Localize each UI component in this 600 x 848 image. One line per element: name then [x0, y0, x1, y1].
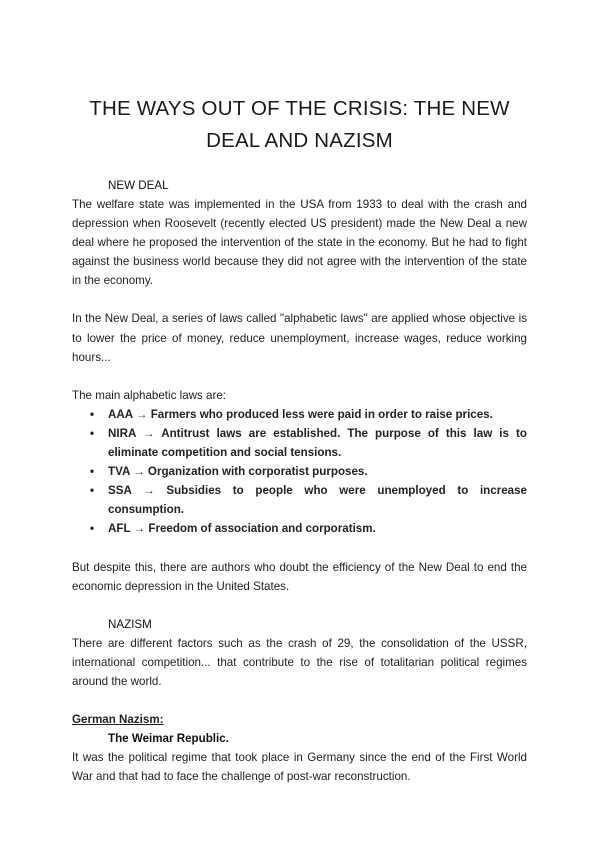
weimar-heading: The Weimar Republic.	[108, 731, 229, 745]
nazism-paragraph-1: There are different factors such as the crash of 29, the consolidation of the USSR, international competition... that contribute to the rise of totalitarian political regimes around the world.	[72, 636, 527, 688]
new-deal-heading: NEW DEAL	[108, 179, 169, 192]
laws-intro: The main alphabetic laws are:	[72, 388, 227, 402]
list-item: • TVA → Organization with corporatist purposes.	[108, 462, 527, 481]
list-item: • AAA → Farmers who produced less were paid in order to raise prices.	[108, 405, 527, 424]
document-title	[72, 93, 527, 157]
list-item: • NIRA → Antitrust laws are established. The purpose of this law is to eliminate competition and social tensions.	[108, 424, 527, 462]
german-nazism-heading: German Nazism:	[72, 712, 164, 726]
new-deal-paragraph-2: In the New Deal, a series of laws called "alphabetic laws" are applied whose objective is to lower the price of money, reduce unemployment, increase wages, reduce working hours...	[72, 312, 527, 364]
document-page	[72, 0, 527, 786]
list-item: • SSA → Subsidies to people who were unemployed to increase consumption.	[108, 481, 527, 519]
title-line-1: THE WAYS OUT OF THE CRISIS: THE NEW	[89, 97, 510, 120]
list-item: • AFL → Freedom of association and corporatism.	[108, 519, 527, 538]
nazism-heading: NAZISM	[108, 617, 152, 631]
alphabetic-laws-list	[72, 405, 527, 539]
weimar-paragraph: It was the political regime that took place in Germany since the end of the First World War and that had to face the challenge of post-war reconstruction.	[72, 750, 527, 784]
new-deal-paragraph-3: But despite this, there are authors who doubt the efficiency of the New Deal to end the economic depression in the United States.	[72, 560, 527, 593]
new-deal-paragraph-1: The welfare state was implemented in the USA from 1933 to deal with the crash and depression when Roosevelt (recently elected US president) made the New Deal a new deal where he proposed the intervention of the state in the economy. But he had to fight against the business world because they did not agree with the intervention of the state in the economy.	[72, 198, 527, 288]
title-line-2: DEAL AND NAZISM	[206, 129, 393, 152]
